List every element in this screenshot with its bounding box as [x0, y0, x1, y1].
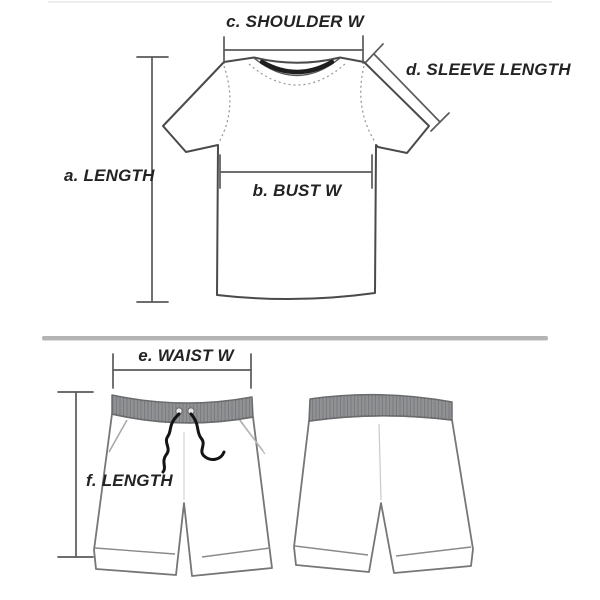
tshirt-length-label: a. LENGTH: [64, 166, 155, 185]
tshirt-outline: [163, 58, 429, 300]
shoulder-width-label: c. SHOULDER W: [226, 12, 364, 31]
sleeve-measure-tick-top: [366, 44, 383, 62]
shorts-length-label: f. LENGTH: [86, 471, 173, 490]
shorts-diagram: [0, 340, 600, 600]
waist-width-label: e. WAIST W: [138, 346, 234, 365]
bust-width-label: b. BUST W: [252, 181, 342, 200]
sleeve-length-label: d. SLEEVE LENGTH: [406, 60, 571, 79]
